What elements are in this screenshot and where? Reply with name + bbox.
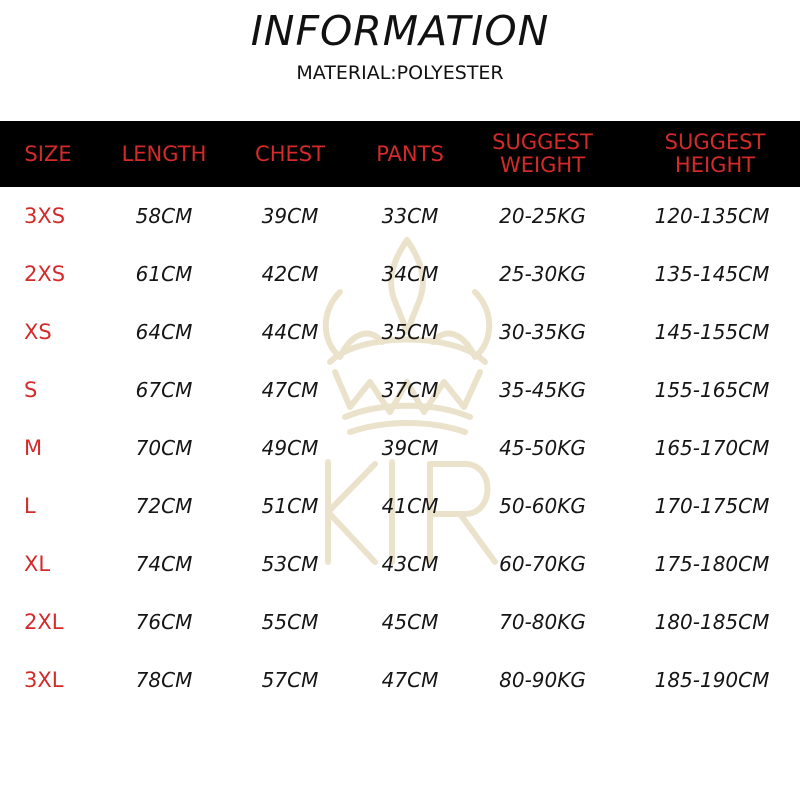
pants-cell: 39CM (381, 436, 439, 460)
height-cell: 120-135CM (654, 204, 770, 228)
size-cell: 2XS (24, 262, 66, 286)
table-header (0, 121, 800, 187)
size-cell: 2XL (24, 610, 64, 634)
page-title: INFORMATION (250, 7, 550, 55)
chest-cell: 51CM (261, 494, 319, 518)
size-cell: 3XL (24, 668, 64, 692)
table-row (0, 419, 800, 477)
weight-cell: 80-90KG (499, 668, 586, 692)
pants-cell: 41CM (381, 494, 439, 518)
height-cell: 135-145CM (654, 262, 770, 286)
length-cell: 76CM (135, 610, 193, 634)
size-cell: M (24, 436, 43, 460)
size-cell: L (24, 494, 36, 518)
pants-cell: 45CM (381, 610, 439, 634)
chest-cell: 57CM (261, 668, 319, 692)
column-header-pants: PANTS (376, 141, 444, 166)
length-cell: 78CM (135, 668, 193, 692)
chest-cell: 55CM (261, 610, 319, 634)
height-cell: 180-185CM (654, 610, 770, 634)
chest-cell: 39CM (261, 204, 319, 228)
height-cell: 165-170CM (654, 436, 770, 460)
length-cell: 74CM (135, 552, 193, 576)
weight-cell: 35-45KG (499, 378, 586, 402)
chest-cell: 53CM (261, 552, 319, 576)
table-row (0, 303, 800, 361)
weight-cell: 30-35KG (499, 320, 586, 344)
material-label: MATERIAL:POLYESTER (296, 62, 504, 84)
pants-cell: 47CM (381, 668, 439, 692)
pants-cell: 33CM (381, 204, 439, 228)
weight-cell: 60-70KG (499, 552, 586, 576)
length-cell: 58CM (135, 204, 193, 228)
height-cell: 155-165CM (654, 378, 770, 402)
size-table-body (0, 187, 800, 709)
pants-cell: 43CM (381, 552, 439, 576)
table-row (0, 477, 800, 535)
pants-cell: 34CM (381, 262, 439, 286)
table-row (0, 651, 800, 709)
table-row (0, 361, 800, 419)
size-cell: XS (24, 320, 52, 344)
size-cell: S (24, 378, 38, 402)
table-row (0, 245, 800, 303)
weight-cell: 25-30KG (499, 262, 586, 286)
height-cell: 175-180CM (654, 552, 770, 576)
size-cell: XL (24, 552, 51, 576)
table-row (0, 535, 800, 593)
table-row (0, 593, 800, 651)
weight-cell: 45-50KG (499, 436, 586, 460)
table-row (0, 187, 800, 245)
column-header-suggest-weight: SUGGEST WEIGHT (492, 130, 593, 177)
column-header-suggest-height: SUGGEST HEIGHT (664, 130, 766, 177)
length-cell: 72CM (135, 494, 193, 518)
length-cell: 70CM (135, 436, 193, 460)
chest-cell: 42CM (261, 262, 319, 286)
weight-cell: 20-25KG (499, 204, 586, 228)
height-cell: 185-190CM (654, 668, 770, 692)
length-cell: 64CM (135, 320, 193, 344)
weight-cell: 70-80KG (499, 610, 586, 634)
chest-cell: 49CM (261, 436, 319, 460)
length-cell: 61CM (135, 262, 193, 286)
column-header-length: LENGTH (121, 141, 207, 166)
weight-cell: 50-60KG (499, 494, 586, 518)
length-cell: 67CM (135, 378, 193, 402)
height-cell: 145-155CM (654, 320, 770, 344)
chest-cell: 44CM (261, 320, 319, 344)
column-header-chest: CHEST (255, 141, 325, 166)
height-cell: 170-175CM (654, 494, 770, 518)
chest-cell: 47CM (261, 378, 319, 402)
size-cell: 3XS (24, 204, 66, 228)
pants-cell: 37CM (381, 378, 439, 402)
pants-cell: 35CM (381, 320, 439, 344)
column-header-size: SIZE (24, 141, 72, 166)
